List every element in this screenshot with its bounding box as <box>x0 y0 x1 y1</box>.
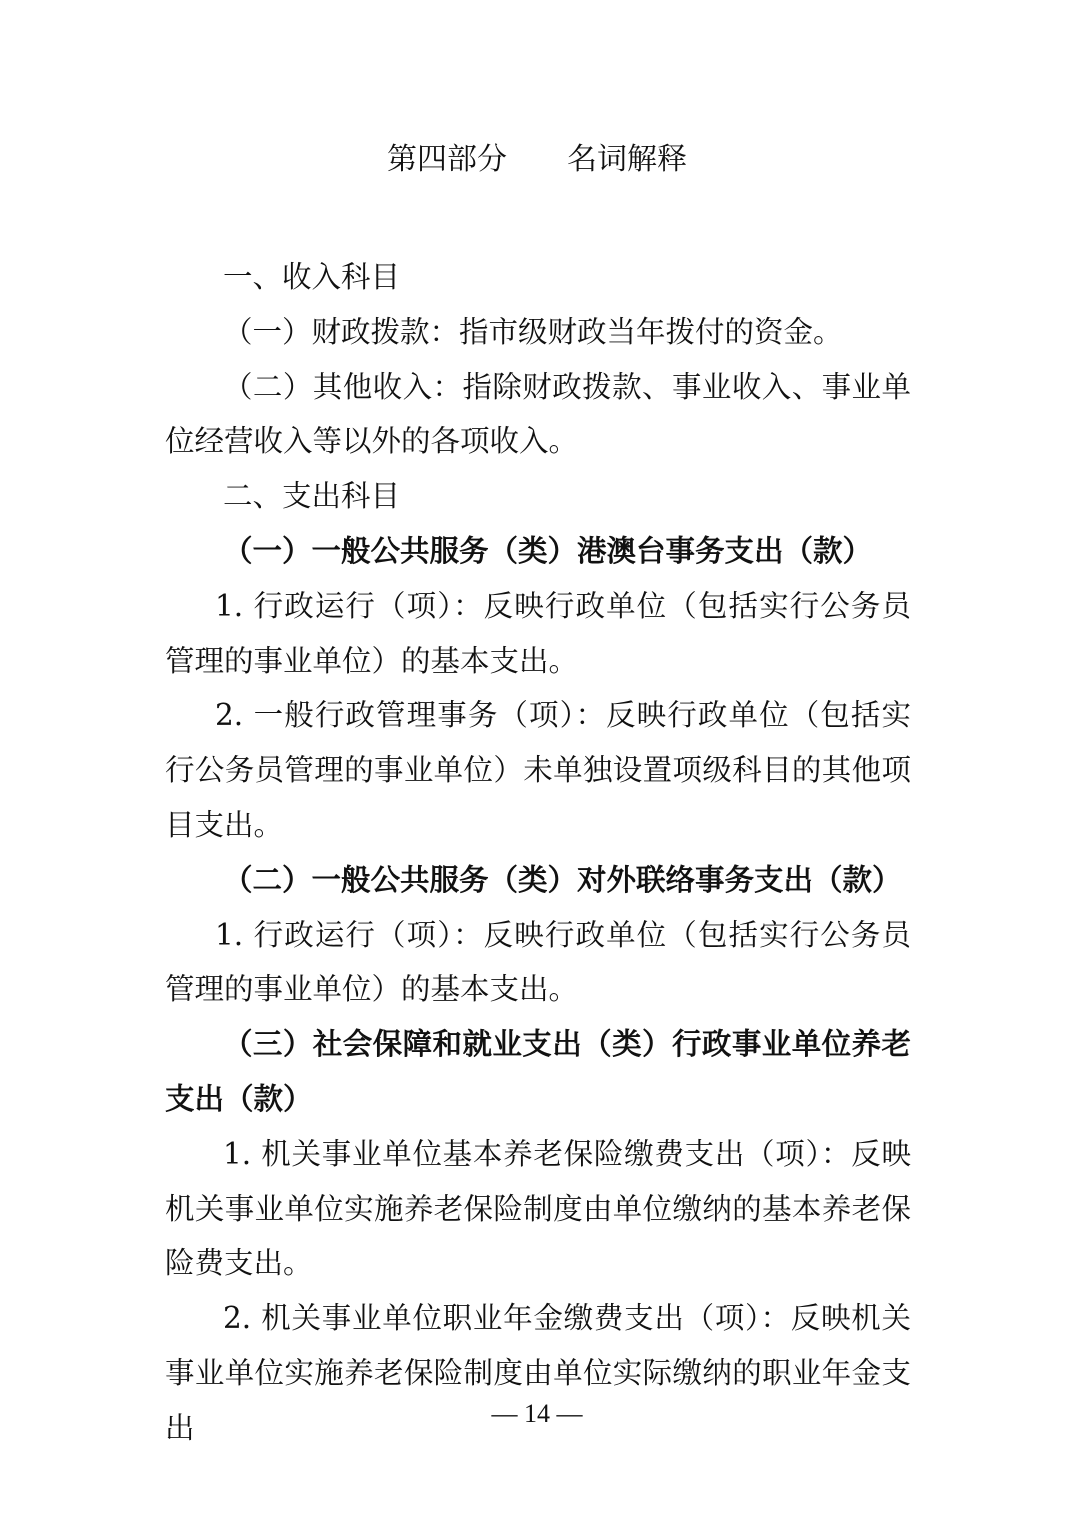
subsection-heading-2: （二）一般公共服务（类）对外联络事务支出（款） <box>223 862 902 897</box>
subsection-3-item-1: 1. 机关事业单位基本养老保险缴费支出（项）：反映机关事业单位实施养老保险制度由单位缴纳的基本养老保险费支出。 <box>165 1136 911 1281</box>
page-number: — 14 — <box>491 1399 583 1428</box>
income-item-1: （一）财政拨款：指市级财政当年拨付的资金。 <box>223 314 843 349</box>
document-body <box>165 250 911 1456</box>
page-title: 第四部分 名词解释 <box>387 142 687 177</box>
subsection-1-item-1: 1. 行政运行（项）：反映行政单位（包括实行公务员管理的事业单位）的基本支出。 <box>165 588 911 678</box>
subsection-3-item-2: 2. 机关事业单位职业年金缴费支出（项）：反映机关事业单位实施养老保险制度由单位实际缴纳的职业年金支出 <box>165 1301 911 1445</box>
subsection-1-item-2: 2. 一般行政管理事务（项）：反映行政单位（包括实行公务员管理的事业单位）未单独设置项级科目的其他项目支出。 <box>165 698 911 842</box>
subsection-2-item-1: 1. 行政运行（项）：反映行政单位（包括实行公务员管理的事业单位）的基本支出。 <box>165 917 911 1007</box>
subsection-heading-3: （三）社会保障和就业支出（类）行政事业单位养老支出（款） <box>165 1027 911 1116</box>
subsection-heading-1: （一）一般公共服务（类）港澳台事务支出（款） <box>223 533 873 568</box>
section-heading-income: 一、收入科目 <box>223 260 401 294</box>
section-heading-expense: 二、支出科目 <box>223 479 401 514</box>
income-item-2: （二）其他收入：指除财政拨款、事业收入、事业单位经营收入等以外的各项收入。 <box>165 369 911 459</box>
